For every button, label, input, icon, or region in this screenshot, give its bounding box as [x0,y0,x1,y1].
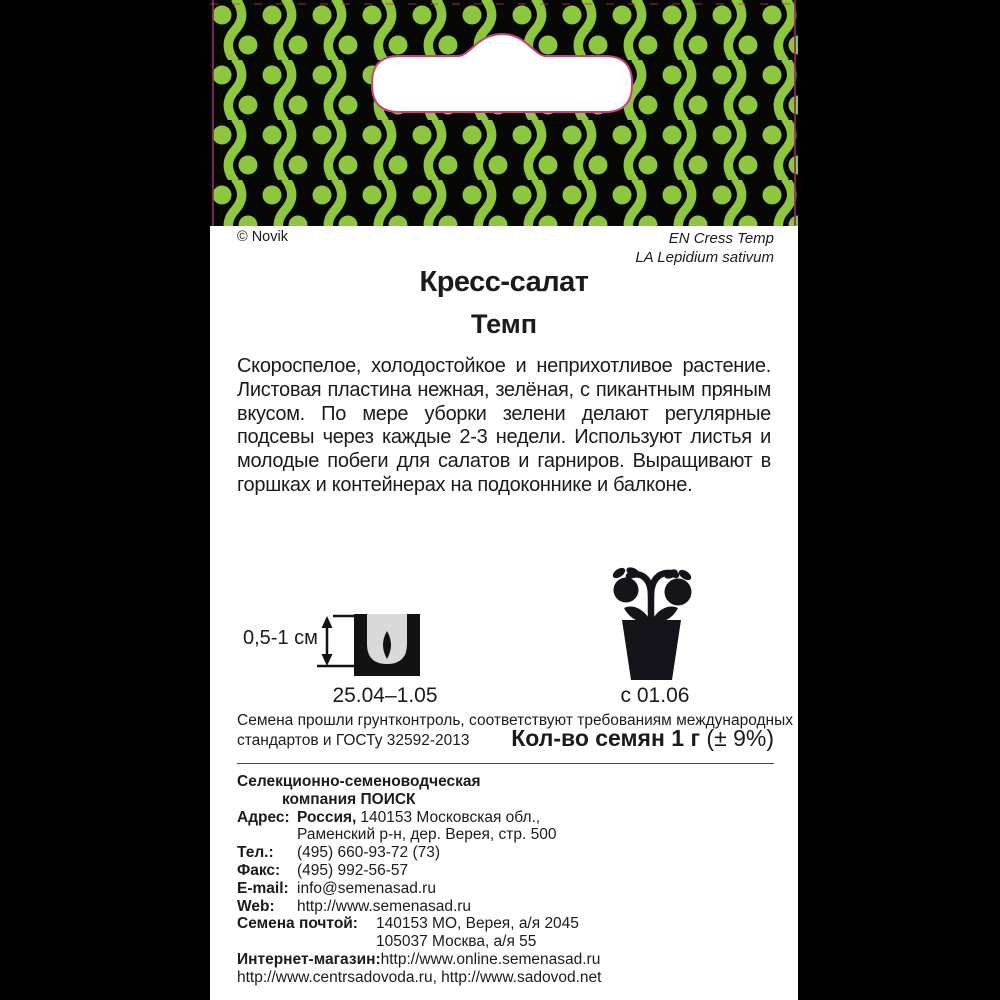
fax-label: Факс: [237,861,281,879]
email-label: E-mail: [237,879,289,897]
product-title: Кресс-салат [419,266,589,298]
mail-order-line1: 140153 МО, Верея, а/я 2045 [376,915,579,933]
email-value: info@semenasad.ru [297,879,436,897]
address-label: Адрес: [237,808,290,826]
name-latin: LA Lepidium sativum [635,249,774,266]
description-text: Скороспелое, холодостойкое и неприхотливое растение. Листовая пластина нежная, зелёная, с пикантным пряным вкусом. По мере уборки зелени делают регулярные подсевы через каждые 2-3 недели. Используют листья и молодые побеги для салатов и гарниров. Выращивают в горшках и контейнерах на подоконнике и балконе. [237,355,771,496]
seed-count-tolerance: (± 9%) [706,725,774,751]
sowing-depth-label: 0,5-1 см [243,627,318,649]
mail-order-line2: 105037 Москва, а/я 55 [376,933,537,951]
mail-order-row [237,915,774,951]
designer-credit: © Novik [237,229,288,245]
phone-value: (495) 660-93-72 (73) [297,844,441,862]
address-line1: 140153 Московская обл., [360,808,541,826]
phone-row [237,844,774,862]
harvest-dates: с 01.06 [620,684,690,707]
address-row [237,809,774,845]
other-sites: http://www.centrsadovoda.ru, http://www.sadovod.net [237,968,602,986]
wavy-dots-pattern [210,0,798,226]
seed-count-line [511,725,774,752]
seed-count: Кол-во семян 1 г [511,725,701,751]
address-value [297,809,556,845]
sowing-depth-group [243,614,429,680]
web-row [237,898,774,916]
phone-label: Тел.: [237,844,274,862]
depth-arrow-icon [322,616,333,666]
latin-english-names [635,229,774,267]
company-info [237,773,774,987]
company-name-line2: компания ПОИСК [282,790,416,808]
seed-packet-back [210,0,798,1000]
mail-order-value [376,915,579,951]
certification-line1: Семена прошли грунтконтроль, соответствуют требованиям международных [237,712,793,729]
name-english: EN Cress Temp [668,230,774,247]
email-row [237,880,774,898]
online-store-value: http://www.online.semenasad.ru [380,950,601,968]
divider [237,763,774,764]
fax-row [237,862,774,880]
decorative-pattern [210,0,798,226]
address-country: Россия, [297,808,357,826]
variety-name: Темп [470,309,538,339]
company-name-line1: Селекционно-семеноводческая [237,773,481,790]
fax-value: (495) 992-56-57 [297,861,409,879]
certification-line2: стандартов и ГОСТу 32592-2013 [237,732,470,749]
address-line2: Раменский р-н, дер. Верея, стр. 500 [297,826,557,844]
sowing-dates: 25.04–1.05 [332,684,438,707]
online-store-row [237,951,774,969]
web-value: http://www.semenasad.ru [297,897,472,915]
mail-order-label: Семена почтой: [237,915,358,933]
harvest-pot-icon [606,560,698,682]
online-store-label: Интернет-магазин: [237,950,381,968]
header-row [237,229,774,267]
sowing-depth-icon [317,614,429,680]
web-label: Web: [237,897,275,915]
